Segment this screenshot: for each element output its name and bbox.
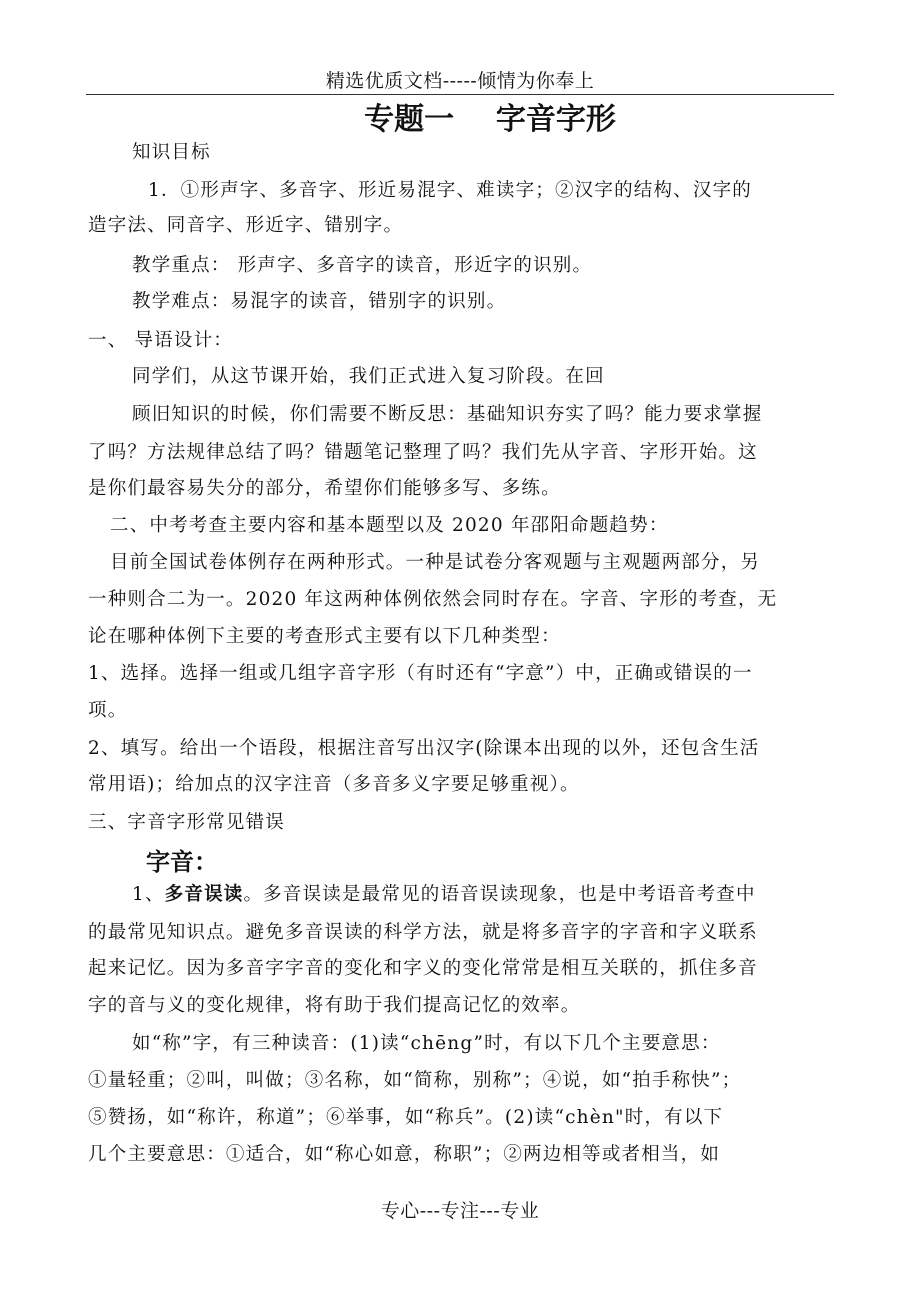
body-line: 了吗？方法规律总结了吗？错题笔记整理了吗？我们先从字音、字形开始。这 <box>88 442 758 463</box>
document-title: 专题一 字音字形 <box>364 102 616 137</box>
body-line: ⑤赞扬，如“称许，称道”；⑥举事，如“称兵”。(2)读“chèn"时，有以下 <box>88 1107 724 1128</box>
body-line: 是你们最容易失分的部分，希望你们能够多写、多练。 <box>88 478 561 499</box>
subsection-heading-pronunciation: 字音： <box>146 848 218 876</box>
body-line: 项。 <box>88 700 128 721</box>
body-line: 造字法、同音字、形近字、错别字。 <box>88 215 404 236</box>
body-line: 的最常见知识点。避免多音误读的科学方法，就是将多音字的字音和字义联系 <box>88 922 758 943</box>
knowledge-goal-label: 知识目标 <box>132 142 211 163</box>
body-line: 常用语)；给加点的汉字注音（多音多义字要足够重视）。 <box>88 774 580 795</box>
page-header: 精选优质文档-----倾情为你奉上 <box>325 70 595 92</box>
body-line: 目前全国试卷体例存在两种形式。一种是试卷分客观题与主观题两部分，另 <box>110 552 761 573</box>
body-line: 几个主要意思：①适合，如“称心如意，称职”；②两边相等或者相当，如 <box>88 1144 721 1165</box>
bold-term: 多音误读 <box>164 884 244 905</box>
body-line: 同学们，从这节课开始，我们正式进入复习阶段。在回 <box>132 366 605 387</box>
section-two-heading: 二、中考考查主要内容和基本题型以及 2020 年邵阳命题趋势： <box>110 515 669 536</box>
body-line: 字的音与义的变化规律，将有助于我们提高记忆的效率。 <box>88 995 581 1016</box>
list-item-choice: 1、选择。选择一组或几组字音字形（有时还有“字意”）中，正确或错误的一 <box>88 663 753 684</box>
list-item-fill: 2、填写。给出一个语段，根据注音写出汉字(除课本出现的以外，还包含生活 <box>88 738 760 759</box>
body-line: 论在哪种体例下主要的考查形式主要有以下几种类型： <box>88 626 561 647</box>
item-number: 1、 <box>132 884 165 905</box>
section-one-heading: 一、 导语设计： <box>88 330 233 351</box>
teaching-key-point: 教学重点： 形声字、多音字的读音，形近字的识别。 <box>132 255 593 276</box>
teaching-difficulty: 教学难点：易混字的读音，错别字的识别。 <box>132 291 507 312</box>
body-line: 一种则合二为一。2020 年这两种体例依然会同时存在。字音、字形的考查，无 <box>88 589 778 610</box>
paragraph-text: 。多音误读是最常见的语音误读现象，也是中考语音考查中 <box>243 884 756 905</box>
body-line: 起来记忆。因为多音字字音的变化和字义的变化常常是相互关联的，抓住多音 <box>88 958 758 979</box>
body-line: 1．①形声字、多音字、形近易混字、难读字；②汉字的结构、汉字的 <box>148 180 752 201</box>
body-line: ①量轻重；②叫，叫做；③名称，如“简称，别称”；④说，如“拍手称快”； <box>88 1070 742 1091</box>
page-footer: 专心---专注---专业 <box>380 1200 540 1222</box>
section-three-heading: 三、字音字形常见错误 <box>88 812 286 833</box>
body-line: 如“称”字，有三种读音：(1)读“chēng”时，有以下几个主要意思： <box>132 1033 721 1054</box>
body-line: 顾旧知识的时候，你们需要不断反思：基础知识夯实了吗？能力要求掌握 <box>132 404 763 425</box>
paragraph-polyphonic <box>132 882 756 908</box>
